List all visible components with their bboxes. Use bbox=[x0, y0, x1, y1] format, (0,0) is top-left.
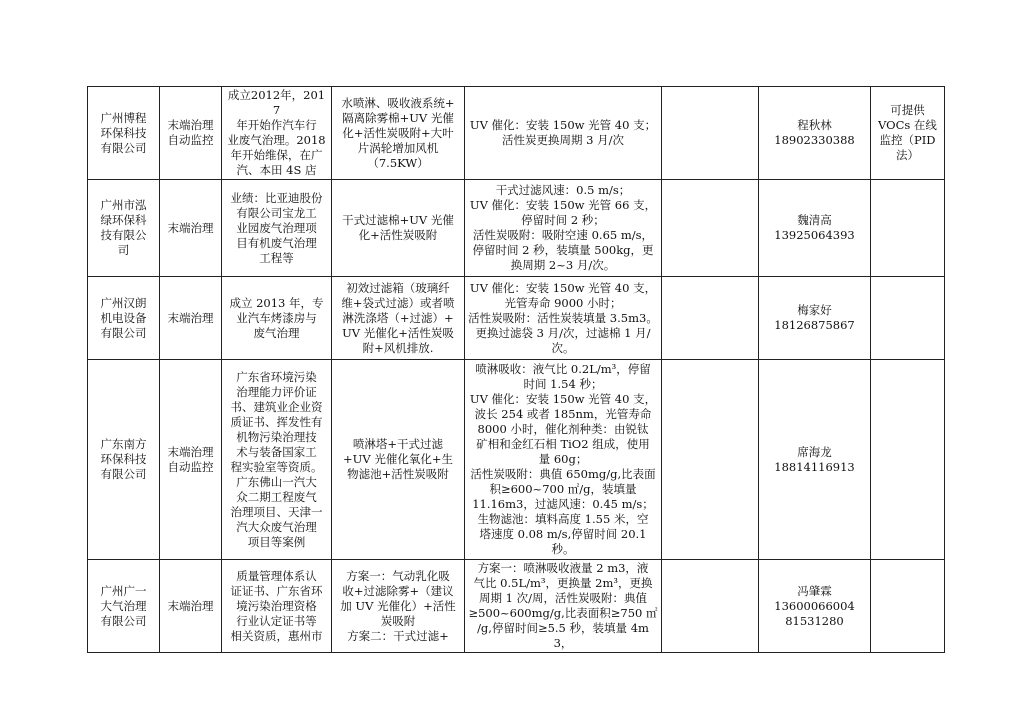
vendor-table bbox=[87, 86, 945, 653]
params-cell: UV 催化：安装 150w 光管 40 支， 光管寿命 9000 小时； 活性炭吸附：活性炭装填量 3.5m3。 更换过滤袋 3 月/次，过滤棉 1 月/ 次。 bbox=[465, 277, 662, 360]
table-row bbox=[88, 560, 945, 653]
experience-cell: 质量管理体系认 证证书、广东省环 境污染治理资格 行业认定证书等 相关资质，惠州市 bbox=[222, 560, 332, 653]
company-cell: 广州汉朗 机电设备 有限公司 bbox=[88, 277, 160, 360]
experience-cell: 业绩：比亚迪股份 有限公司宝龙工 业园废气治理项 目有机废气治理 工程等 bbox=[222, 180, 332, 277]
type-cell: 末端治理 bbox=[160, 277, 222, 360]
contact-cell: 魏清高 13925064393 bbox=[759, 180, 871, 277]
contact-cell: 席海龙 18814116913 bbox=[759, 360, 871, 560]
extra-cell bbox=[662, 560, 759, 653]
extra-cell bbox=[662, 277, 759, 360]
params-cell: 干式过滤风速：0.5 m/s； UV 催化：安装 150w 光管 66 支， 停留时间 2 秒； 活性炭吸附：吸附空速 0.65 m/s， 停留时间 2 秒，装填量 500kg，更 换周期 2~3 月/次。 bbox=[465, 180, 662, 277]
process-cell: 初效过滤箱（玻璃纤 维+袋式过滤）或者喷 淋洗涤塔（+过滤）+ UV 光催化+活性炭吸 附+风机排放. bbox=[332, 277, 465, 360]
note-cell bbox=[871, 360, 945, 560]
process-cell: 方案一：气动乳化吸 收+过滤除雾+（建议 加 UV 光催化）+活性 炭吸附 方案二：干式过滤+ bbox=[332, 560, 465, 653]
experience-cell: 广东省环境污染 治理能力评价证 书、建筑业企业资 质证书、挥发性有 机物污染治理技 术与装备国家工 程实验室等资质。 广东佛山一汽大 众二期工程废气 治理项目、天津一 汽大众废气治理 项目等案例 bbox=[222, 360, 332, 560]
process-cell: 干式过滤棉+UV 光催 化+活性炭吸附 bbox=[332, 180, 465, 277]
table-row bbox=[88, 360, 945, 560]
note-cell bbox=[871, 180, 945, 277]
extra-cell bbox=[662, 180, 759, 277]
contact-cell: 程秋林 18902330388 bbox=[759, 87, 871, 180]
table-row bbox=[88, 277, 945, 360]
extra-cell bbox=[662, 360, 759, 560]
company-cell: 广州市泓 绿环保科 技有限公 司 bbox=[88, 180, 160, 277]
company-cell: 广州博程 环保科技 有限公司 bbox=[88, 87, 160, 180]
extra-cell bbox=[662, 87, 759, 180]
process-cell: 喷淋塔+干式过滤 +UV 光催化氧化+生 物滤池+活性炭吸附 bbox=[332, 360, 465, 560]
contact-cell: 梅家好 18126875867 bbox=[759, 277, 871, 360]
type-cell: 末端治理 bbox=[160, 180, 222, 277]
experience-cell: 成立 2013 年，专 业汽车烤漆房与 废气治理 bbox=[222, 277, 332, 360]
table-row bbox=[88, 180, 945, 277]
process-cell: 水喷淋、吸收液系统+ 隔离除雾棉+UV 光催 化+活性炭吸附+大叶 片涡轮增加风机 （7.5KW） bbox=[332, 87, 465, 180]
type-cell: 末端治理 自动监控 bbox=[160, 360, 222, 560]
company-cell: 广州广一 大气治理 有限公司 bbox=[88, 560, 160, 653]
type-cell: 末端治理 bbox=[160, 560, 222, 653]
contact-cell: 冯肇霖 13600066004 81531280 bbox=[759, 560, 871, 653]
type-cell: 末端治理 自动监控 bbox=[160, 87, 222, 180]
params-cell: 方案一：喷淋吸收液量 2 m3，液 气比 0.5L/m³，更换量 2m³，更换 周期 1 次/周，活性炭吸附：典值 ≥500~600mg/g,比表面积≥750 ㎡ /g,停留时间≥5.5 秒，装填量 4m3， bbox=[465, 560, 662, 653]
experience-cell: 成立2012年，2017 年开始作汽车行 业废气治理。2018 年开始维保，在广 汽、本田 4S 店 bbox=[222, 87, 332, 180]
params-cell: 喷淋吸收：液气比 0.2L/m³，停留 时间 1.54 秒； UV 催化：安装 150w 光管 40 支， 波长 254 或者 185nm，光管寿命 8000 小时，催化剂种类：由锐钛 矿相和金红石相 TiO2 组成，使用 量 60g； 活性炭吸附：典值 650mg/g,比表面 积≥600~700 ㎡/g，装填量 11.16m3，过滤风速：0.45 m/s； 生物滤池：填料高度 1.55 米，空 塔速度 0.08 m/s,停留时间 20.1 秒。 bbox=[465, 360, 662, 560]
note-cell bbox=[871, 560, 945, 653]
note-cell: 可提供 VOCs 在线 监控（PID 法） bbox=[871, 87, 945, 180]
params-cell: UV 催化：安装 150w 光管 40 支； 活性炭更换周期 3 月/次 bbox=[465, 87, 662, 180]
table-row bbox=[88, 87, 945, 180]
company-cell: 广东南方 环保科技 有限公司 bbox=[88, 360, 160, 560]
note-cell bbox=[871, 277, 945, 360]
